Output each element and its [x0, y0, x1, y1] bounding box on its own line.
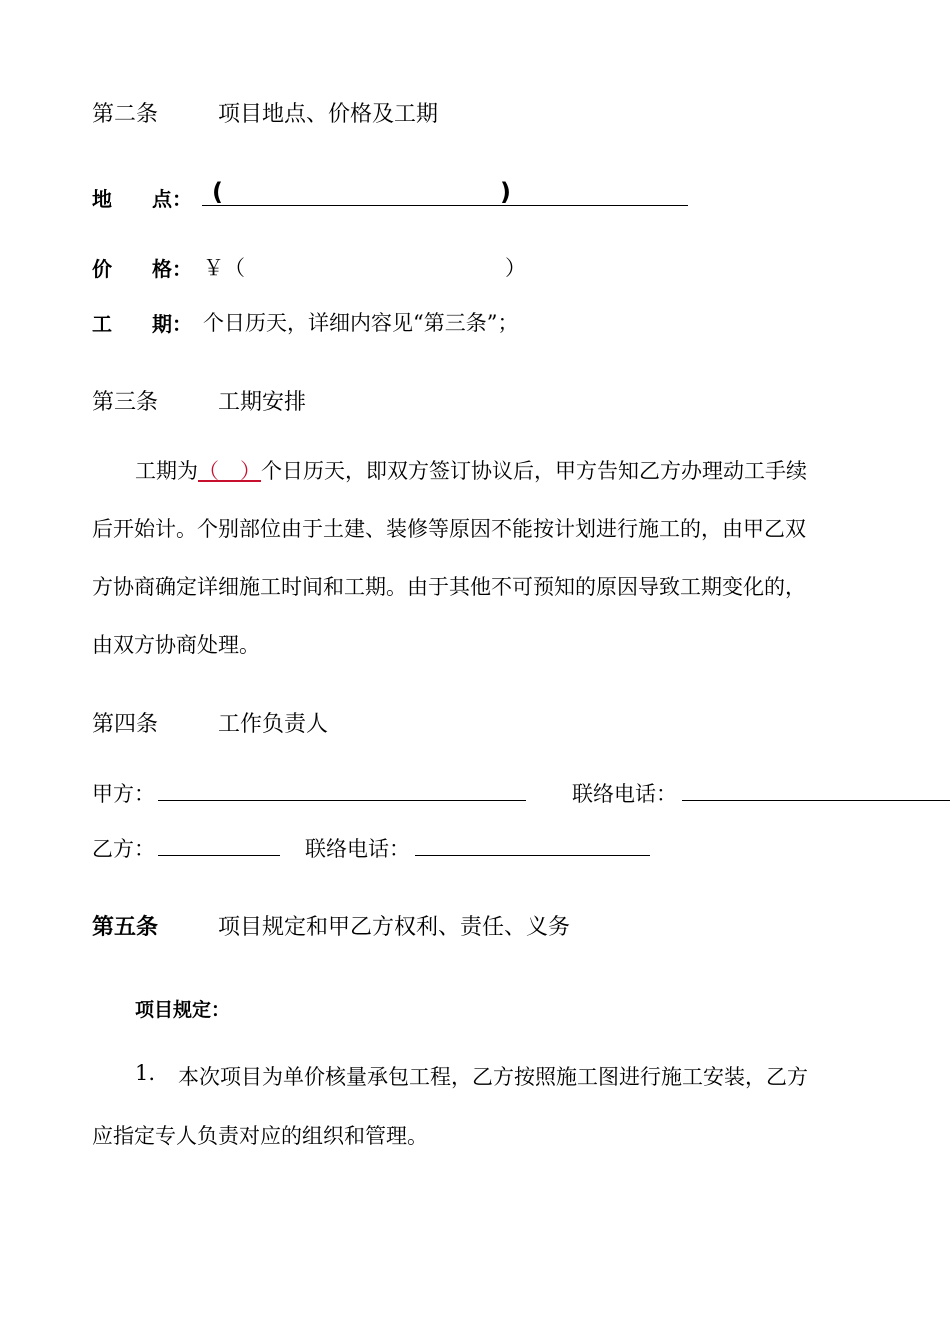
- article-3-paragraph-line2: 后开始计。个别部位由于土建、装修等原因不能按计划进行施工的，由甲乙双: [92, 517, 806, 541]
- article-3-title: 工期安排: [218, 390, 307, 415]
- article-3-number: 第三条: [92, 390, 159, 415]
- location-open-paren: (: [212, 178, 223, 206]
- article-4-number: 第四条: [92, 712, 159, 737]
- article-3-paragraph-line1: [135, 455, 807, 485]
- price-label: 价 格：: [92, 257, 192, 281]
- period-intro: 工期为: [135, 459, 198, 483]
- article-3-paragraph-line4: 由双方协商处理。: [92, 633, 260, 657]
- period-text: 个日历天，详细内容见“第三条”；: [203, 311, 519, 335]
- party-b-blank[interactable]: [158, 855, 280, 856]
- party-a-phone-blank[interactable]: [682, 800, 950, 801]
- article-2-number: 第二条: [92, 102, 159, 127]
- article-5-title: 项目规定和甲乙方权利、责任、义务: [218, 915, 571, 940]
- project-rules-subheading: 项目规定：: [135, 999, 231, 1021]
- article-3-paragraph-line3: 方协商确定详细施工时间和工期。由于其他不可预知的原因导致工期变化的，: [92, 575, 806, 599]
- party-b-label: 乙方：: [92, 837, 155, 861]
- party-b-phone-label: 联络电话：: [305, 837, 410, 861]
- party-a-blank[interactable]: [158, 800, 526, 801]
- party-a-label: 甲方：: [92, 782, 155, 806]
- article-4-title: 工作负责人: [218, 712, 329, 737]
- rule-1-number: 1.: [135, 1061, 156, 1085]
- price-currency: ￥（: [203, 256, 245, 280]
- party-a-phone-label: 联络电话：: [572, 782, 677, 806]
- location-label: 地 点：: [92, 187, 192, 211]
- rule-1-line2: 应指定专人负责对应的组织和管理。: [92, 1124, 428, 1148]
- rule-1-line1: 本次项目为单价核量承包工程，乙方按照施工图进行施工安装，乙方: [178, 1065, 808, 1089]
- price-close-paren: ）: [505, 256, 526, 280]
- party-b-phone-blank[interactable]: [415, 855, 650, 856]
- period-label: 工 期：: [92, 312, 192, 336]
- location-close-paren: ): [500, 178, 511, 206]
- period-line1-rest: 个日历天，即双方签订协议后，甲方告知乙方办理动工手续: [261, 459, 807, 483]
- article-2-title: 项目地点、价格及工期: [218, 102, 439, 127]
- article-5-number: 第五条: [92, 915, 159, 940]
- period-days-blank: （ ）: [198, 459, 261, 483]
- location-underline: [202, 205, 688, 206]
